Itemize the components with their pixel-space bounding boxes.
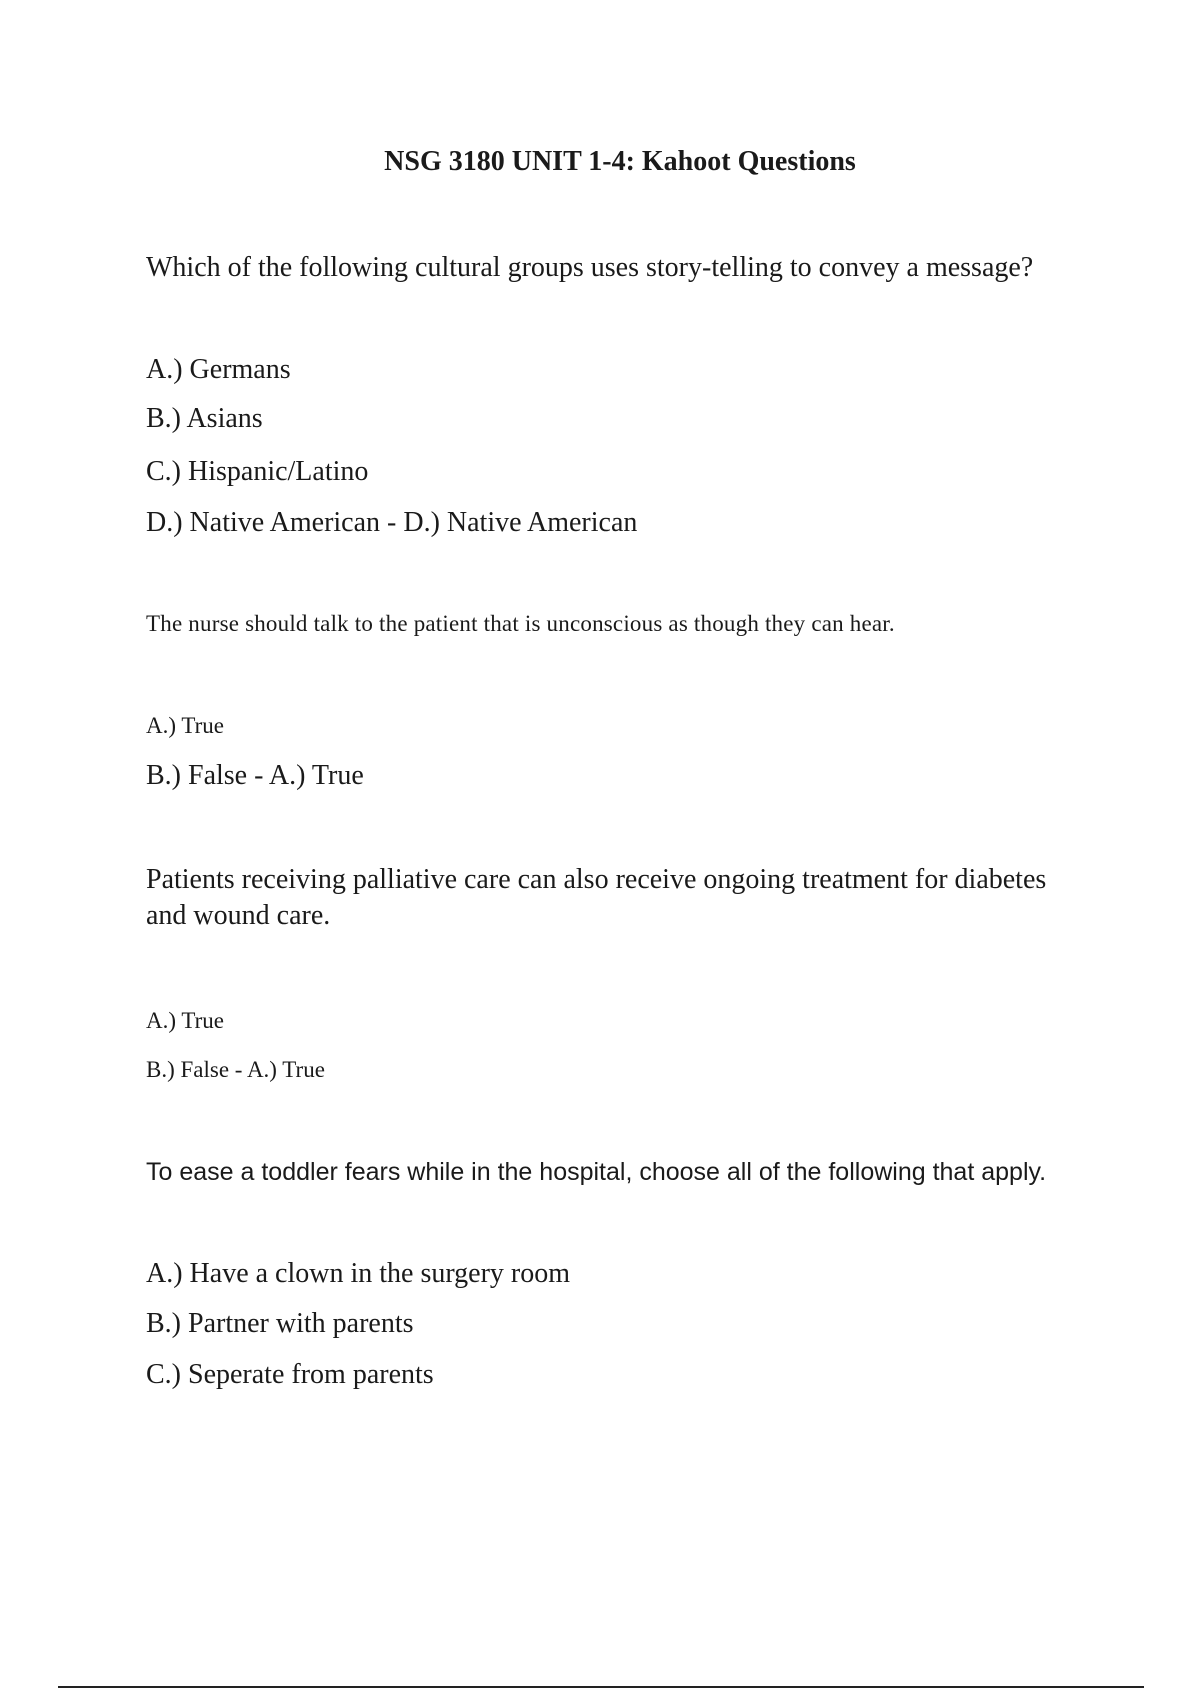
question-3-option-a: A.) True — [146, 1008, 224, 1033]
question-4-option-c: C.) Seperate from parents — [146, 1359, 434, 1390]
footer-divider — [58, 1686, 1144, 1688]
question-3-text: Patients receiving palliative care can also receive ongoing treatment for diabetes and wound care. — [146, 864, 1047, 931]
question-1-option-c: C.) Hispanic/Latino — [146, 456, 369, 487]
question-4-option-a: A.) Have a clown in the surgery room — [146, 1258, 571, 1289]
question-1-option-b: B.) Asians — [146, 403, 263, 434]
question-4-text: To ease a toddler fears while in the hospital, choose all of the following that apply. — [146, 1158, 1047, 1186]
question-3-option-b: B.) False - A.) True — [146, 1057, 325, 1082]
question-2-option-b: B.) False - A.) True — [146, 760, 364, 791]
question-2-text: The nurse should talk to the patient that is unconscious as though they can hear. — [146, 611, 895, 636]
question-2-option-a: A.) True — [146, 713, 224, 738]
document-title: NSG 3180 UNIT 1-4: Kahoot Questions — [384, 146, 856, 177]
question-1-option-d: D.) Native American - D.) Native American — [146, 507, 638, 538]
question-4-option-b: B.) Partner with parents — [146, 1308, 414, 1339]
question-1-option-a: A.) Germans — [146, 354, 291, 385]
question-1-text: Which of the following cultural groups uses story-telling to convey a message? — [146, 252, 1034, 283]
